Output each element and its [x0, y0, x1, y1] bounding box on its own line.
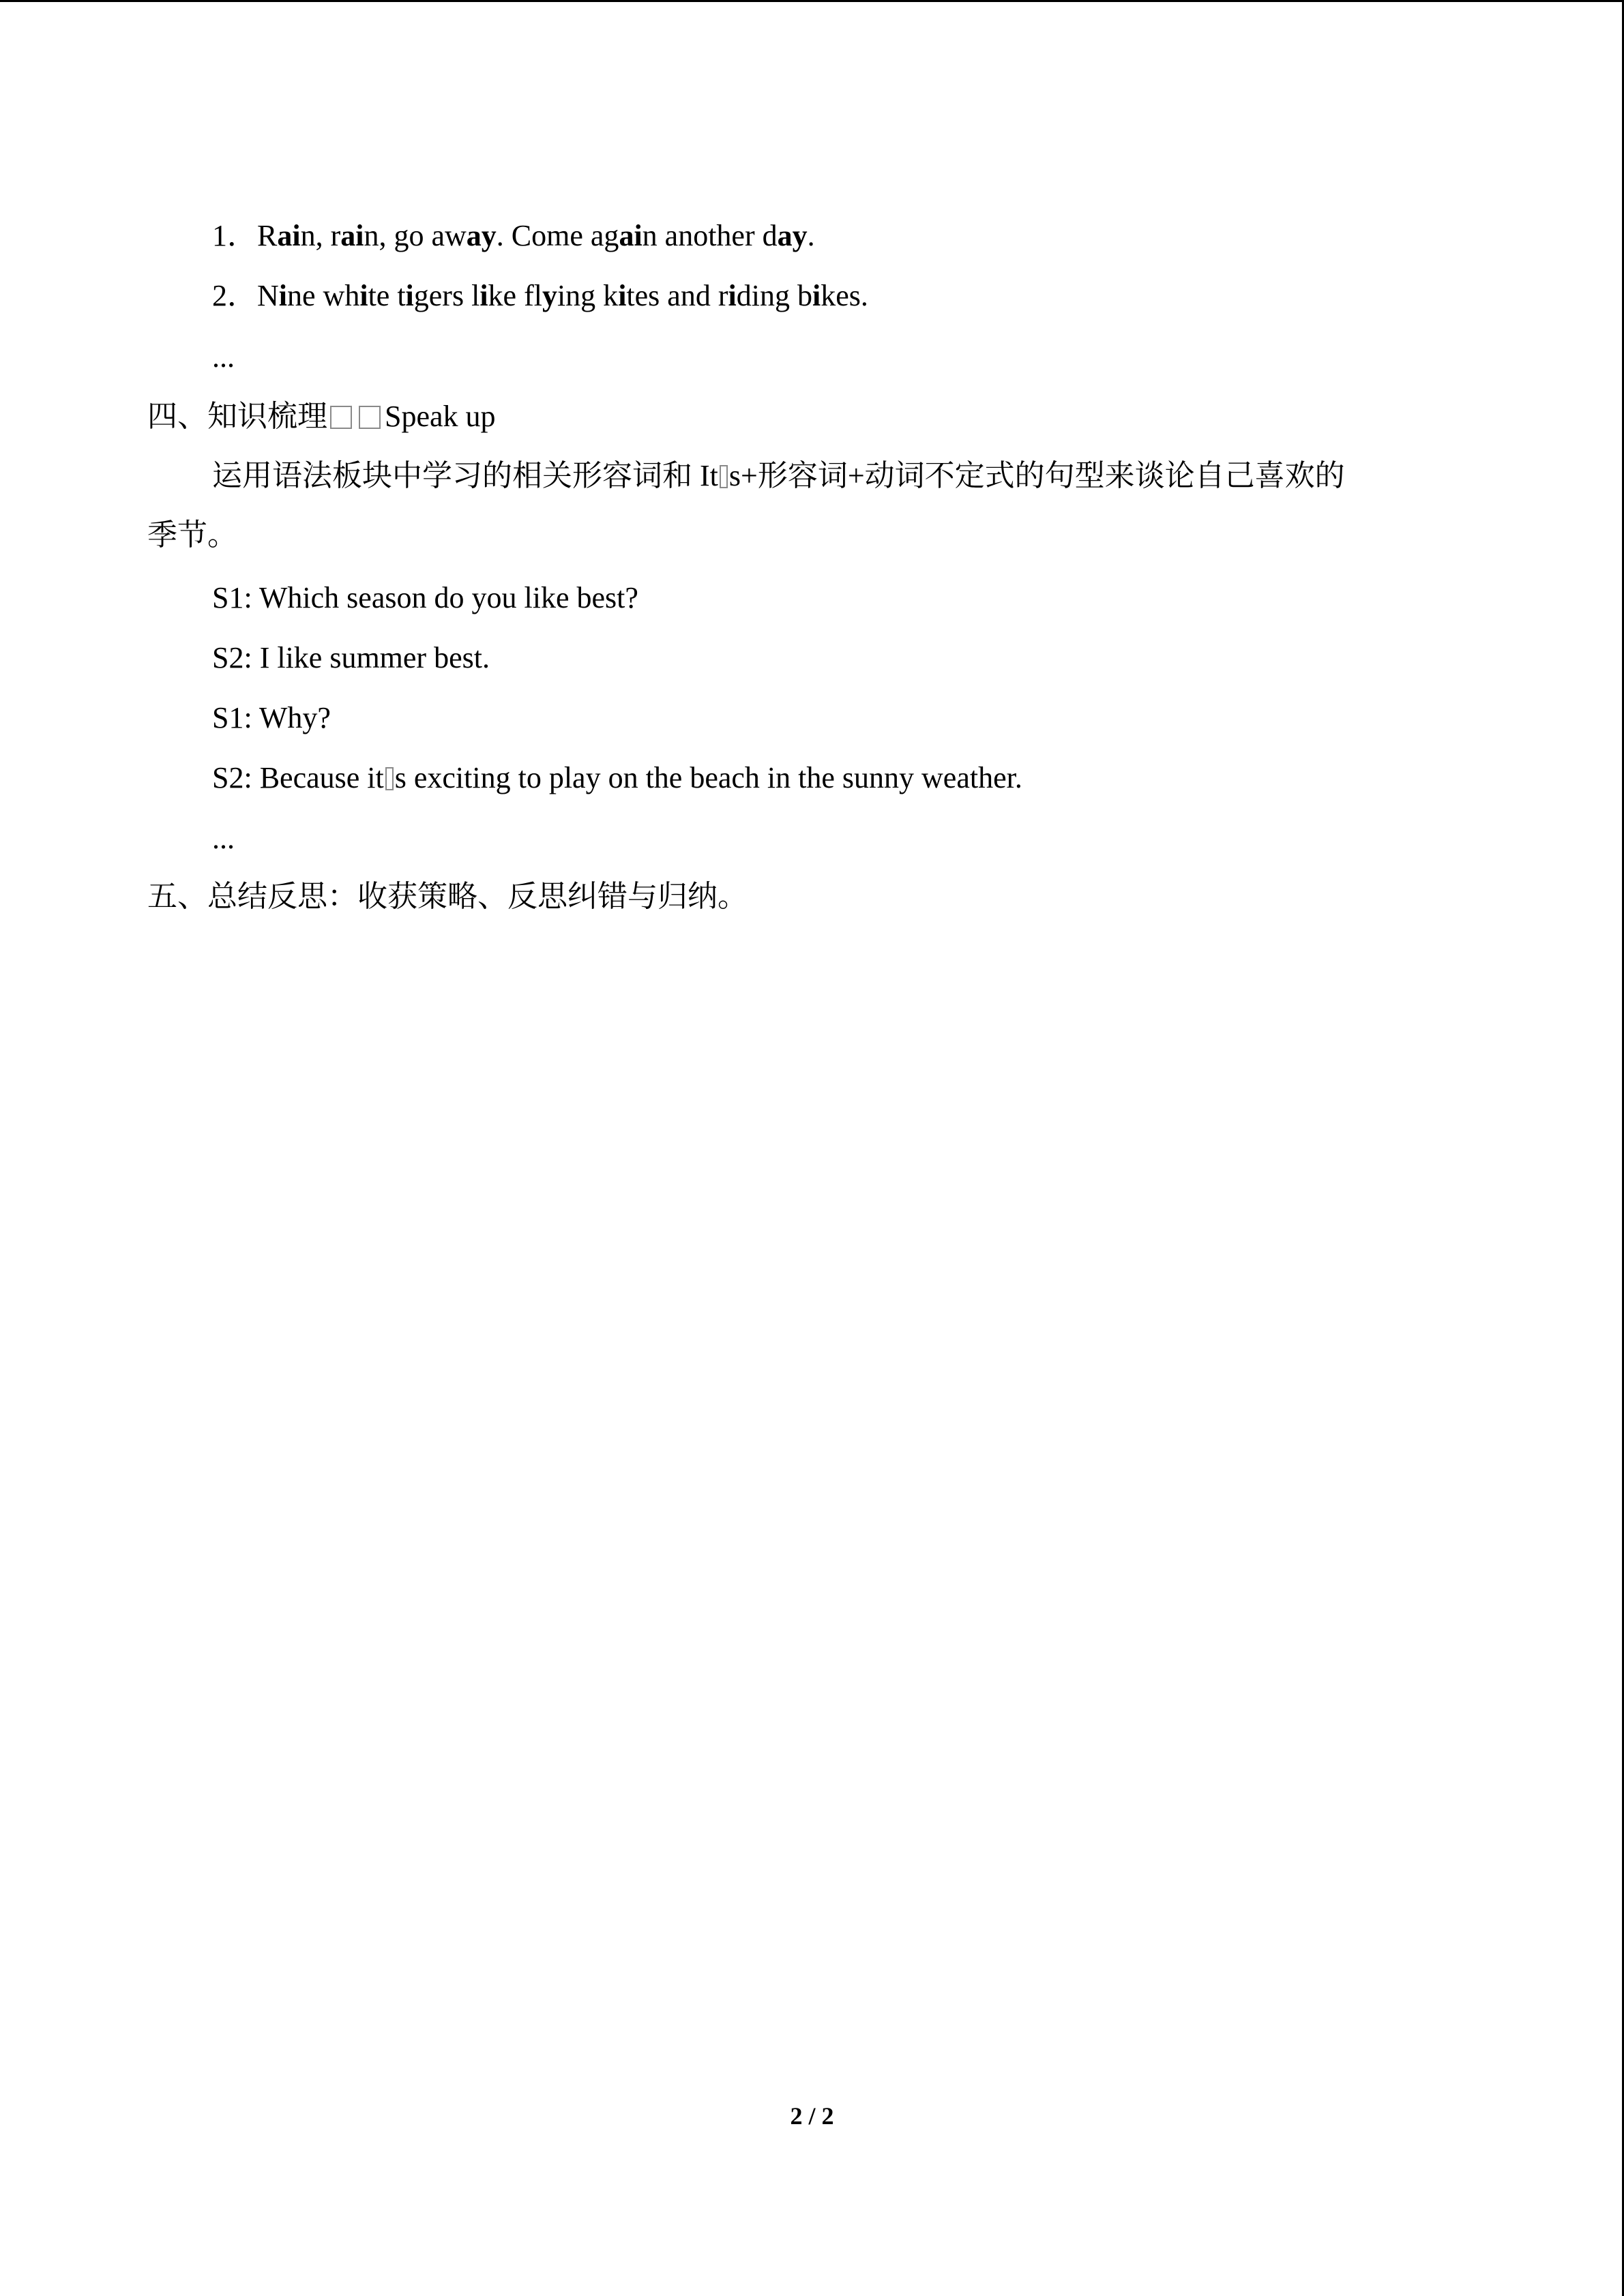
missing-apostrophe-icon: [720, 465, 728, 488]
rhyme-line-1: 1．Rain, rain, go away. Come again another day.: [212, 219, 815, 252]
dialogue-line-4: S2: Because it s exciting to play on the beach in the sunny weather.: [212, 761, 1022, 794]
dialogue-line-2: S2: I like summer best.: [212, 641, 490, 674]
section-5-heading: 五、总结反思：收获策略、反思纠错与归纳。: [147, 880, 748, 913]
ellipsis-2: ...: [212, 822, 235, 855]
section-4-heading: 四、知识梳理 Speak up: [147, 400, 496, 433]
section-4-intro-line-2: 季节。: [147, 518, 237, 552]
ellipsis-1: ...: [212, 340, 235, 374]
missing-glyph-box-icon: [330, 406, 352, 429]
section-4-intro-line-1: 运用语法板块中学习的相关形容词和 It s+形容词+动词不定式的句型来谈论自己喜欢的: [212, 459, 1345, 492]
page-number: 2 / 2: [790, 2102, 834, 2130]
page-top-border: [0, 0, 1624, 2]
missing-glyph-box-icon: [359, 406, 381, 429]
rhyme-line-2: 2．Nine white tigers like flying kites and riding bikes.: [212, 279, 868, 312]
dialogue-line-1: S1: Which season do you like best?: [212, 581, 638, 614]
dialogue-line-3: S1: Why?: [212, 701, 331, 734]
missing-apostrophe-icon: [385, 767, 394, 790]
